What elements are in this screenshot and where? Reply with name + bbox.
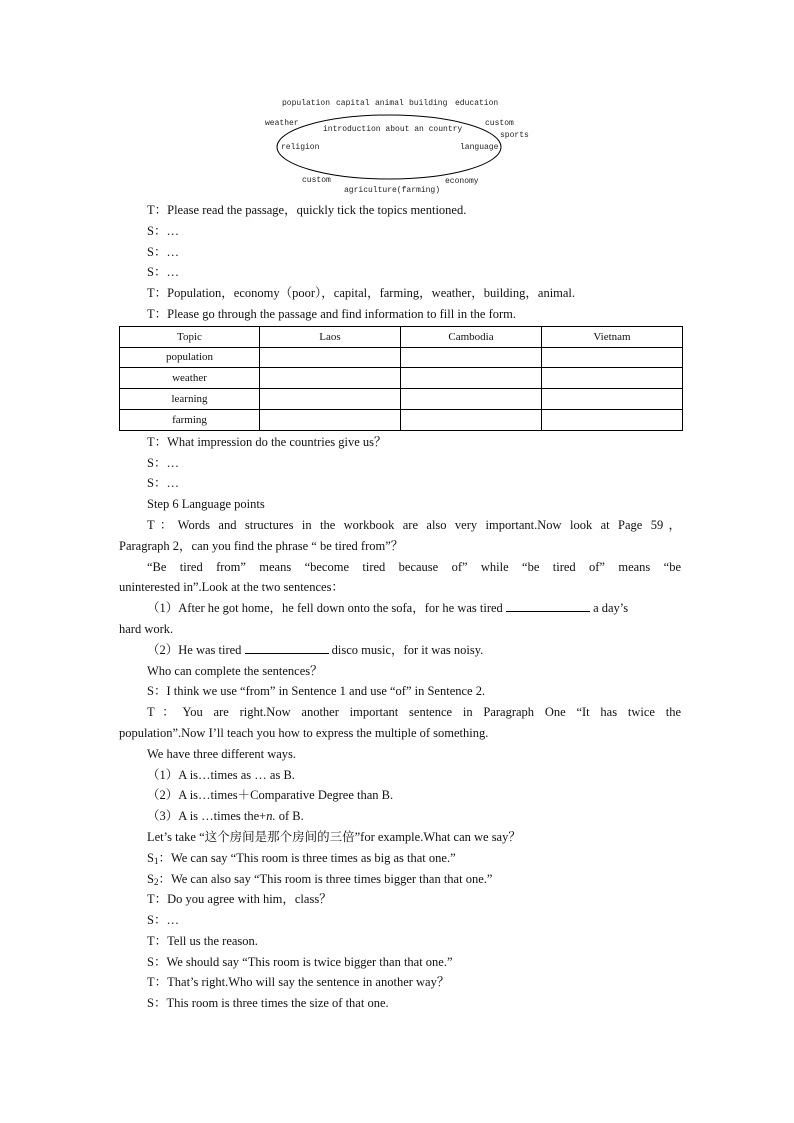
word-sports: sports	[500, 131, 529, 140]
text-line: T：That’s right.Who will say the sentence in another way？	[147, 975, 450, 990]
document-body	[119, 200, 681, 1014]
text-line: We have three different ways.	[147, 746, 297, 761]
blank-cell[interactable]	[401, 409, 542, 430]
header-cell: Vietnam	[542, 326, 683, 347]
speaker: S	[147, 850, 154, 865]
word-custom-top: custom	[485, 119, 514, 128]
text-line: “Be tired from” means “become tired because of” while “be tired of” means “be	[147, 559, 681, 574]
way-italic: n.	[266, 809, 276, 824]
blank-cell[interactable]	[401, 389, 542, 410]
text-line: S：…	[147, 265, 179, 280]
word-building: building	[409, 99, 448, 108]
text-line: uninterested in”.Look at the two sentences：	[119, 580, 344, 595]
text-line: Paragraph 2，can you find the phrase “ be tired from”？	[119, 538, 404, 553]
text-line: T：Please read the passage，quickly tick the topics mentioned.	[147, 203, 467, 217]
header-cell: Topic	[120, 326, 260, 347]
sentence-text: a day’s	[589, 601, 629, 616]
info-table	[119, 326, 683, 431]
blank-cell[interactable]	[260, 347, 401, 368]
word-custom-bottom: custom	[302, 176, 331, 185]
table-row	[120, 347, 683, 368]
fill-blank[interactable]	[245, 641, 329, 654]
word-education: education	[455, 99, 499, 108]
text-line: S：I think we use “from” in Sentence 1 and use “of” in Sentence 2.	[147, 684, 486, 699]
text-line: T：You are right.Now another important sentence in Paragraph One “It has twice the	[147, 705, 681, 720]
speech: ：We can say “This room is three times as big as that one.”	[158, 850, 456, 865]
text-line: Who can complete the sentences？	[147, 663, 323, 678]
table-row	[120, 389, 683, 410]
text-line: S：We should say “This room is twice bigger than that one.”	[147, 954, 453, 969]
word-agriculture: agriculture(farming)	[344, 186, 441, 195]
topic-cell: learning	[120, 389, 260, 410]
sentence-text: disco music，for it was noisy.	[328, 642, 484, 657]
blank-cell[interactable]	[401, 368, 542, 389]
topic-cell: weather	[120, 368, 260, 389]
header-cell: Laos	[260, 326, 401, 347]
text-line: S：…	[147, 223, 179, 238]
text-line: S：…	[147, 476, 179, 491]
word-weather: weather	[265, 119, 299, 128]
text-line: population”.Now I’ll teach you how to express the multiple of something.	[119, 725, 489, 740]
word-capital: capital	[336, 99, 370, 108]
text-line: S：…	[147, 455, 179, 470]
text-line: S：…	[147, 244, 179, 259]
text-line: T：What impression do the countries give us？	[147, 434, 387, 449]
way-text: （3）A is …times the+	[147, 809, 267, 824]
blank-cell[interactable]	[260, 368, 401, 389]
blank-cell[interactable]	[260, 389, 401, 410]
blank-cell[interactable]	[260, 409, 401, 430]
blank-cell[interactable]	[542, 347, 683, 368]
student-1-line	[119, 848, 681, 869]
word-population: population	[282, 99, 331, 108]
fill-blank[interactable]	[506, 599, 590, 612]
sentence-text: （2）He was tired	[147, 642, 245, 657]
word-economy: economy	[445, 177, 479, 186]
table-header-row	[120, 326, 683, 347]
topic-cell: population	[120, 347, 260, 368]
topic-cell: farming	[120, 409, 260, 430]
speaker-sub: 1	[153, 855, 159, 866]
text-line: S：This room is three times the size of that one.	[147, 996, 389, 1011]
blank-cell[interactable]	[542, 409, 683, 430]
speaker: S	[147, 871, 154, 886]
text-line: （1）A is…times as … as B.	[147, 767, 295, 782]
diagram-center: introduction about an country	[323, 125, 463, 134]
speech: ：We can also say “This room is three times bigger than that one.”	[158, 871, 493, 886]
blank-cell[interactable]	[401, 347, 542, 368]
text-line: T：Do you agree with him，class？	[147, 892, 332, 907]
text-line: T：Tell us the reason.	[147, 933, 258, 948]
word-animal: animal	[375, 99, 404, 108]
text-line: hard work.	[119, 621, 174, 636]
speaker-sub: 2	[153, 876, 159, 887]
exercise-sentence-1	[119, 598, 681, 619]
table-row	[120, 409, 683, 430]
text-line: T：Words and structures in the workbook are also very important.Now look at Page 59，	[147, 517, 681, 532]
text-line: T：Please go through the passage and find information to fill in the form.	[147, 306, 517, 321]
header-cell: Cambodia	[401, 326, 542, 347]
text-line: T：Population，economy（poor），capital，farming，weather，building，animal.	[147, 286, 576, 301]
exercise-sentence-2	[119, 640, 681, 661]
blank-cell[interactable]	[542, 389, 683, 410]
student-2-line	[119, 869, 681, 890]
text-line	[119, 806, 681, 827]
text-line: S：…	[147, 913, 179, 928]
text-line: （2）A is…times＋Comparative Degree than B.	[147, 788, 394, 803]
sentence-text: （1）After he got home，he fell down onto the sofa，for he was tired	[147, 601, 506, 616]
section-heading: Step 6 Language points	[147, 497, 265, 512]
word-religion: religion	[281, 143, 320, 152]
word-language: language	[460, 143, 499, 152]
topic-diagram	[255, 95, 545, 200]
text-line: Let’s take “这个房间是那个房间的三倍”for example.What can we say？	[147, 829, 521, 844]
way-text: of B.	[275, 809, 304, 824]
table-row	[120, 368, 683, 389]
blank-cell[interactable]	[542, 368, 683, 389]
